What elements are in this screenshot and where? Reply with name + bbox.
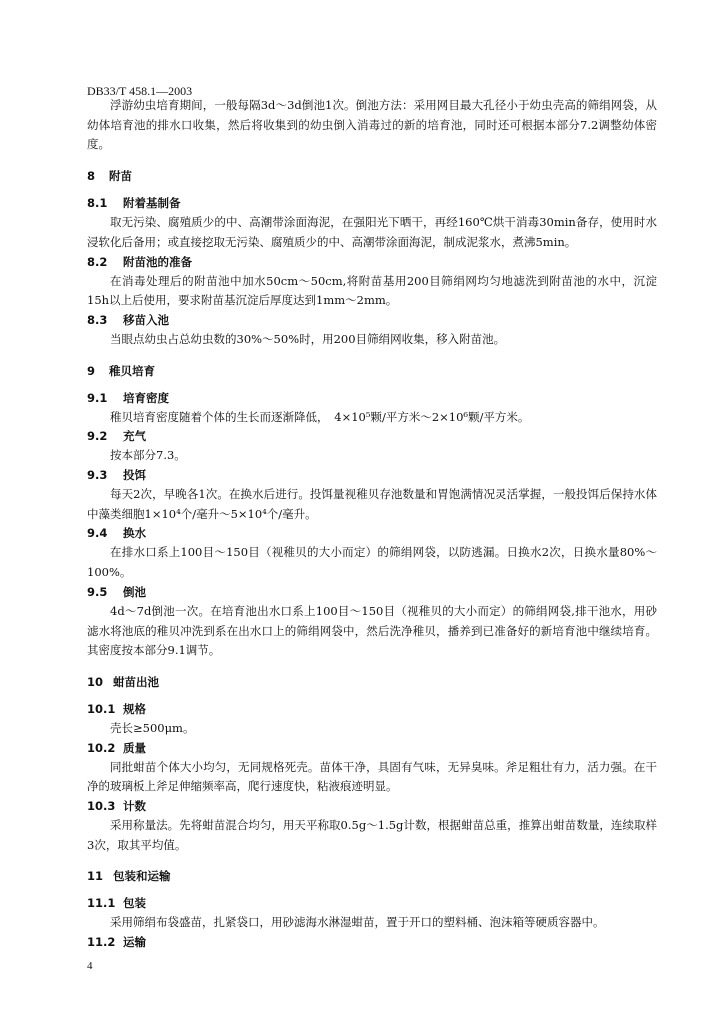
section-number: 10.2 bbox=[87, 740, 116, 755]
section-title: 充气 bbox=[123, 429, 146, 444]
section-9-2-paragraph: 按本部分7.3。 bbox=[110, 448, 186, 463]
section-number: 8.1 bbox=[87, 196, 108, 211]
section-number: 10 bbox=[87, 674, 104, 689]
section-number: 11.2 bbox=[87, 935, 116, 950]
section-number: 9.4 bbox=[87, 526, 108, 541]
section-10-2-paragraph: 同批蚶苗个体大小均匀，无同规格死壳。苗体干净，具固有气味，无异臭味。斧足粗壮有力，活力强。在干净的玻璃板上斧足伸缩频率高，爬行速度快，粘液痕迹明显。 bbox=[87, 759, 657, 794]
section-9-1-paragraph: 稚贝培育密度随着个体的生长而逐渐降低， 4×10⁵颗/平方米～2×10⁶颗/平方米。 bbox=[110, 409, 530, 424]
section-title: 附苗池的准备 bbox=[123, 254, 192, 269]
section-title: 包装 bbox=[123, 896, 146, 911]
section-8-3-heading bbox=[87, 311, 657, 330]
section-8-heading bbox=[87, 168, 657, 185]
section-title: 换水 bbox=[123, 526, 146, 541]
section-title: 附着基制备 bbox=[123, 196, 181, 211]
section-number: 9.2 bbox=[87, 429, 108, 444]
section-number: 9.5 bbox=[87, 584, 108, 599]
section-number: 9 bbox=[87, 363, 96, 378]
section-number: 10.3 bbox=[87, 799, 116, 814]
section-title: 投饵 bbox=[123, 468, 146, 483]
intro-paragraph: 浮游幼虫培育期间，一般每隔3d～3d倒池1次。倒池方法：采用网目最大孔径小于幼虫壳高的筛绢网袋，从幼体培育池的排水口收集，然后将收集到的幼虫倒入消毒过的新的培育池，同时还可根据本部分7.2调整幼体密度。 bbox=[87, 98, 657, 152]
section-number: 10.1 bbox=[87, 701, 116, 716]
section-9-1-heading bbox=[87, 389, 657, 408]
section-number: 9.3 bbox=[87, 468, 108, 483]
section-10-3-heading bbox=[87, 797, 657, 816]
document-body bbox=[87, 96, 657, 952]
section-10-heading bbox=[87, 674, 657, 691]
section-8-3-paragraph: 当眼点幼虫占总幼虫数的30%～50%时，用200目筛绢网收集，移入附苗池。 bbox=[110, 331, 506, 346]
section-8-2-paragraph: 在消毒处理后的附苗池中加水50cm～50cm,将附苗基用200目筛绢网均匀地滤洗到附苗池的水中，沉淀15h以上后使用，要求附苗基沉淀后厚度达到1mm～2mm。 bbox=[87, 273, 657, 308]
section-9-5-paragraph: 4d～7d倒池一次。在培育池出水口系上100目～150目（视稚贝的大小而定）的筛绢网袋,排干池水，用砂滤水将池底的稚贝冲洗到系在出水口上的筛绢网袋中，然后洗净稚贝，播养到已准备好的新培育池中继续培育。其密度按本部分9.1调节。 bbox=[87, 603, 657, 658]
section-9-4-heading bbox=[87, 524, 657, 543]
section-title: 培育密度 bbox=[123, 390, 169, 405]
section-title: 移苗入池 bbox=[123, 312, 169, 327]
section-9-5-heading bbox=[87, 583, 657, 602]
section-title: 倒池 bbox=[123, 584, 146, 599]
section-11-1-paragraph: 采用筛绢布袋盛苗，扎紧袋口，用砂滤海水淋湿蚶苗，置于开口的塑料桶、泡沫箱等硬质容器中。 bbox=[110, 915, 605, 930]
section-10-3-paragraph: 采用称量法。先将蚶苗混合均匀，用天平称取0.5g～1.5g计数，根据蚶苗总重，推算出蚶苗数量，连续取样3次，取其平均值。 bbox=[87, 818, 657, 852]
section-title: 蚶苗出池 bbox=[113, 674, 159, 689]
section-title: 规格 bbox=[123, 701, 146, 716]
section-11-heading bbox=[87, 868, 657, 885]
section-number: 11 bbox=[87, 869, 104, 884]
section-9-heading bbox=[87, 363, 657, 380]
section-number: 8.3 bbox=[87, 312, 108, 327]
section-11-1-heading bbox=[87, 894, 657, 913]
section-number: 9.1 bbox=[87, 390, 108, 405]
document-id: DB33/T 458.1—2003 bbox=[87, 84, 193, 98]
section-title: 质量 bbox=[123, 740, 146, 755]
section-11-2-heading bbox=[87, 933, 657, 952]
section-title: 附苗 bbox=[109, 169, 132, 184]
section-8-1-heading bbox=[87, 194, 657, 213]
section-number: 8 bbox=[87, 169, 96, 184]
page-number: 4 bbox=[87, 960, 93, 972]
section-8-1-paragraph: 取无污染、腐殖质少的中、高潮带涂面海泥，在强阳光下晒干，再经160℃烘干消毒30min备存，使用时水浸软化后备用；或直接挖取无污染、腐殖质少的中、高潮带涂面海泥，制成泥浆水，煮沸5min。 bbox=[87, 215, 657, 249]
section-title: 计数 bbox=[123, 799, 146, 814]
section-10-1-heading bbox=[87, 700, 657, 719]
section-number: 11.1 bbox=[87, 896, 116, 911]
section-10-1-paragraph: 壳长≥500μm。 bbox=[110, 720, 195, 735]
section-number: 8.2 bbox=[87, 254, 108, 269]
section-10-2-heading bbox=[87, 739, 657, 758]
section-9-3-paragraph: 每天2次，早晚各1次。在换水后进行。投饵量视稚贝存池数量和胃饱满情况灵活掌握，一般投饵后保持水体中藻类细胞1×10⁴个/毫升～5×10⁴个/毫升。 bbox=[87, 487, 657, 521]
section-9-2-heading bbox=[87, 427, 657, 446]
section-title: 运输 bbox=[123, 935, 146, 950]
section-9-3-heading bbox=[87, 466, 657, 485]
section-8-2-heading bbox=[87, 253, 657, 272]
section-title: 包装和运输 bbox=[113, 869, 171, 884]
section-9-4-paragraph: 在排水口系上100目～150目（视稚贝的大小而定）的筛绢网袋，以防逃漏。日换水2次，日换水量80%～100%。 bbox=[87, 545, 657, 580]
section-title: 稚贝培育 bbox=[109, 363, 155, 378]
